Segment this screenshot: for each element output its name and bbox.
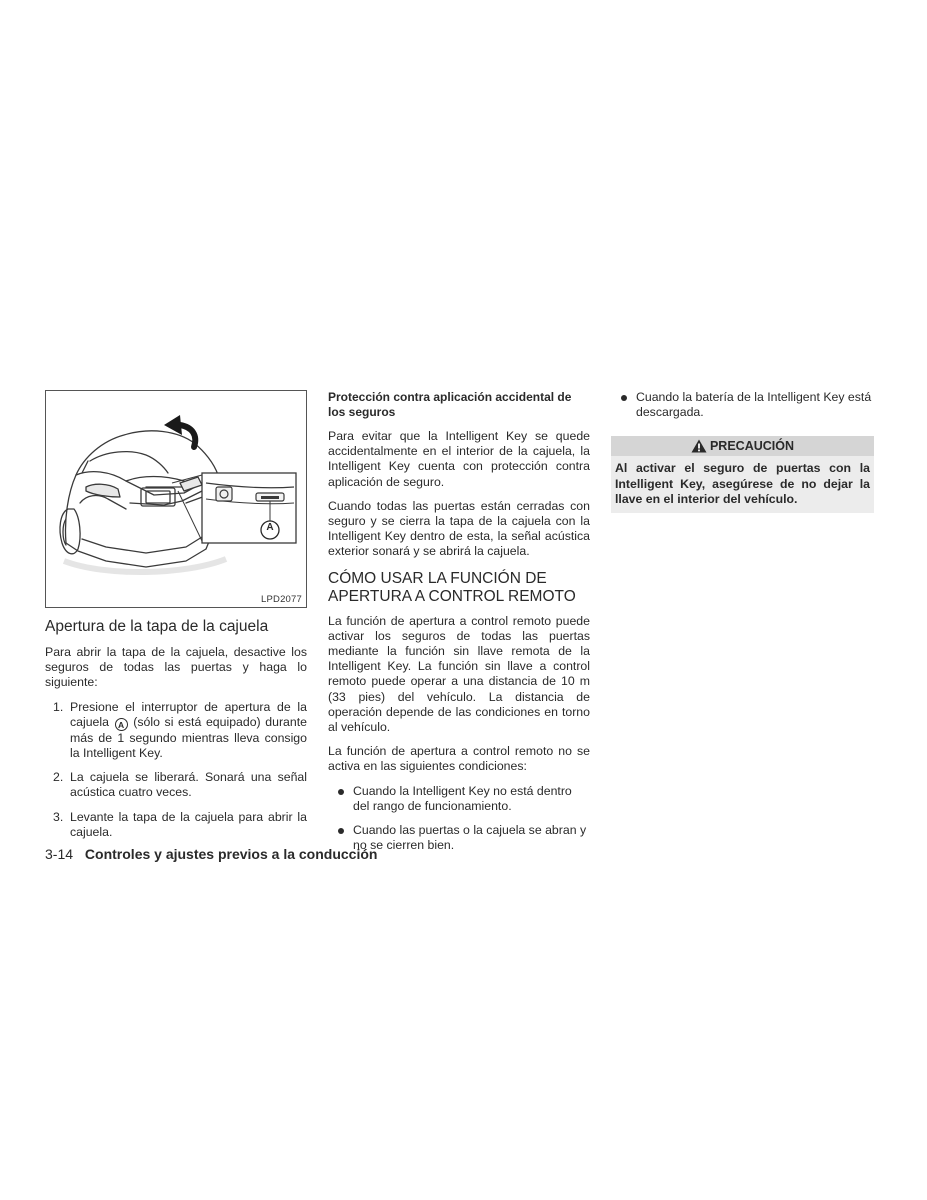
caution-box bbox=[611, 436, 874, 513]
right-column bbox=[611, 390, 874, 513]
protection-paragraph-1: Para evitar que la Intelligent Key se quede accidentalmente en el interior de la cajuela, la Intelligent Key cuenta con protección contra aplicación de seguro. bbox=[328, 429, 590, 489]
intro-paragraph: Para abrir la tapa de la cajuela, desactive los seguros de todas las puertas y haga lo siguiente: bbox=[45, 645, 307, 690]
remote-paragraph-1: La función de apertura a control remoto puede activar los seguros de todas las puertas mediante la función sin llave remota de la Intelligent Key. La función sin llave a control remoto puede operar a una distancia de 10 m (33 pies) del vehículo. La distancia de operación depende de las condiciones en torno al vehículo. bbox=[328, 613, 590, 735]
caution-text: Al activar el seguro de puertas con la Intelligent Key, asegúrese de no dejar la llave en el interior del vehículo. bbox=[611, 456, 874, 513]
list-item bbox=[45, 770, 307, 800]
page-footer bbox=[45, 846, 377, 862]
figure-caption: Apertura de la tapa de la cajuela bbox=[45, 618, 269, 635]
figure-callout-label: A bbox=[266, 522, 274, 533]
left-column bbox=[45, 390, 307, 849]
step-number: 2. bbox=[53, 770, 64, 785]
trunk-open-arrow bbox=[164, 415, 195, 447]
trunk-opener-switch bbox=[202, 473, 296, 543]
step-text-pre: Presione el interruptor de apertura de la cajuela bbox=[70, 699, 307, 729]
step-text: Levante la tapa de la cajuela para abrir la cajuela. bbox=[70, 809, 307, 839]
steps-list bbox=[45, 700, 307, 840]
caution-title: PRECAUCIÓN bbox=[709, 439, 795, 454]
list-item bbox=[328, 784, 590, 814]
callout-a-icon: A bbox=[115, 718, 128, 731]
bullet-icon bbox=[338, 789, 344, 795]
page-number: 3-14 bbox=[45, 846, 74, 862]
protection-paragraph-2: Cuando todas las puertas están cerradas con seguro y se cierra la tapa de la cajuela con la Intelligent Key dentro de esta, la señal acústica exterior sonará y se abrirá la cajuela. bbox=[328, 498, 590, 559]
step-text-post: (sólo si está equipado) durante más de 1 segundo mientras lleva consigo la Intelligent Key. bbox=[70, 714, 307, 761]
chapter-title: Controles y ajustes previos a la conducción bbox=[84, 846, 378, 862]
step-number: 1. bbox=[53, 699, 64, 714]
trunk-figure bbox=[45, 390, 307, 608]
list-item bbox=[45, 700, 307, 762]
remote-paragraph-2: La función de apertura a control remoto no se activa en las siguientes condiciones: bbox=[328, 744, 590, 774]
step-text: La cajuela se liberará. Sonará una señal acústica cuatro veces. bbox=[70, 770, 307, 800]
middle-column bbox=[328, 390, 590, 862]
bullet-text: Cuando la batería de la Intelligent Key está descargada. bbox=[636, 390, 872, 420]
list-item bbox=[45, 810, 307, 840]
conditions-list-continued bbox=[611, 390, 874, 420]
protection-heading: Protección contra aplicación accidental de los seguros bbox=[328, 390, 572, 419]
figure-code: LPD2077 bbox=[260, 594, 302, 605]
bullet-text: Cuando la Intelligent Key no está dentro del rango de funcionamiento. bbox=[353, 783, 572, 813]
conditions-list bbox=[328, 784, 590, 854]
bullet-icon bbox=[338, 828, 344, 834]
warning-icon bbox=[691, 439, 707, 453]
section-heading: CÓMO USAR LA FUNCIÓN DE APERTURA A CONTROL REMOTO bbox=[328, 569, 576, 605]
list-item bbox=[611, 390, 874, 420]
step-number: 3. bbox=[53, 809, 64, 824]
bullet-icon bbox=[621, 395, 627, 401]
car-trunk-illustration bbox=[46, 391, 306, 607]
bullet-text: Cuando las puertas o la cajuela se abran y no se cierren bien. bbox=[353, 823, 587, 853]
caution-header bbox=[611, 436, 874, 456]
